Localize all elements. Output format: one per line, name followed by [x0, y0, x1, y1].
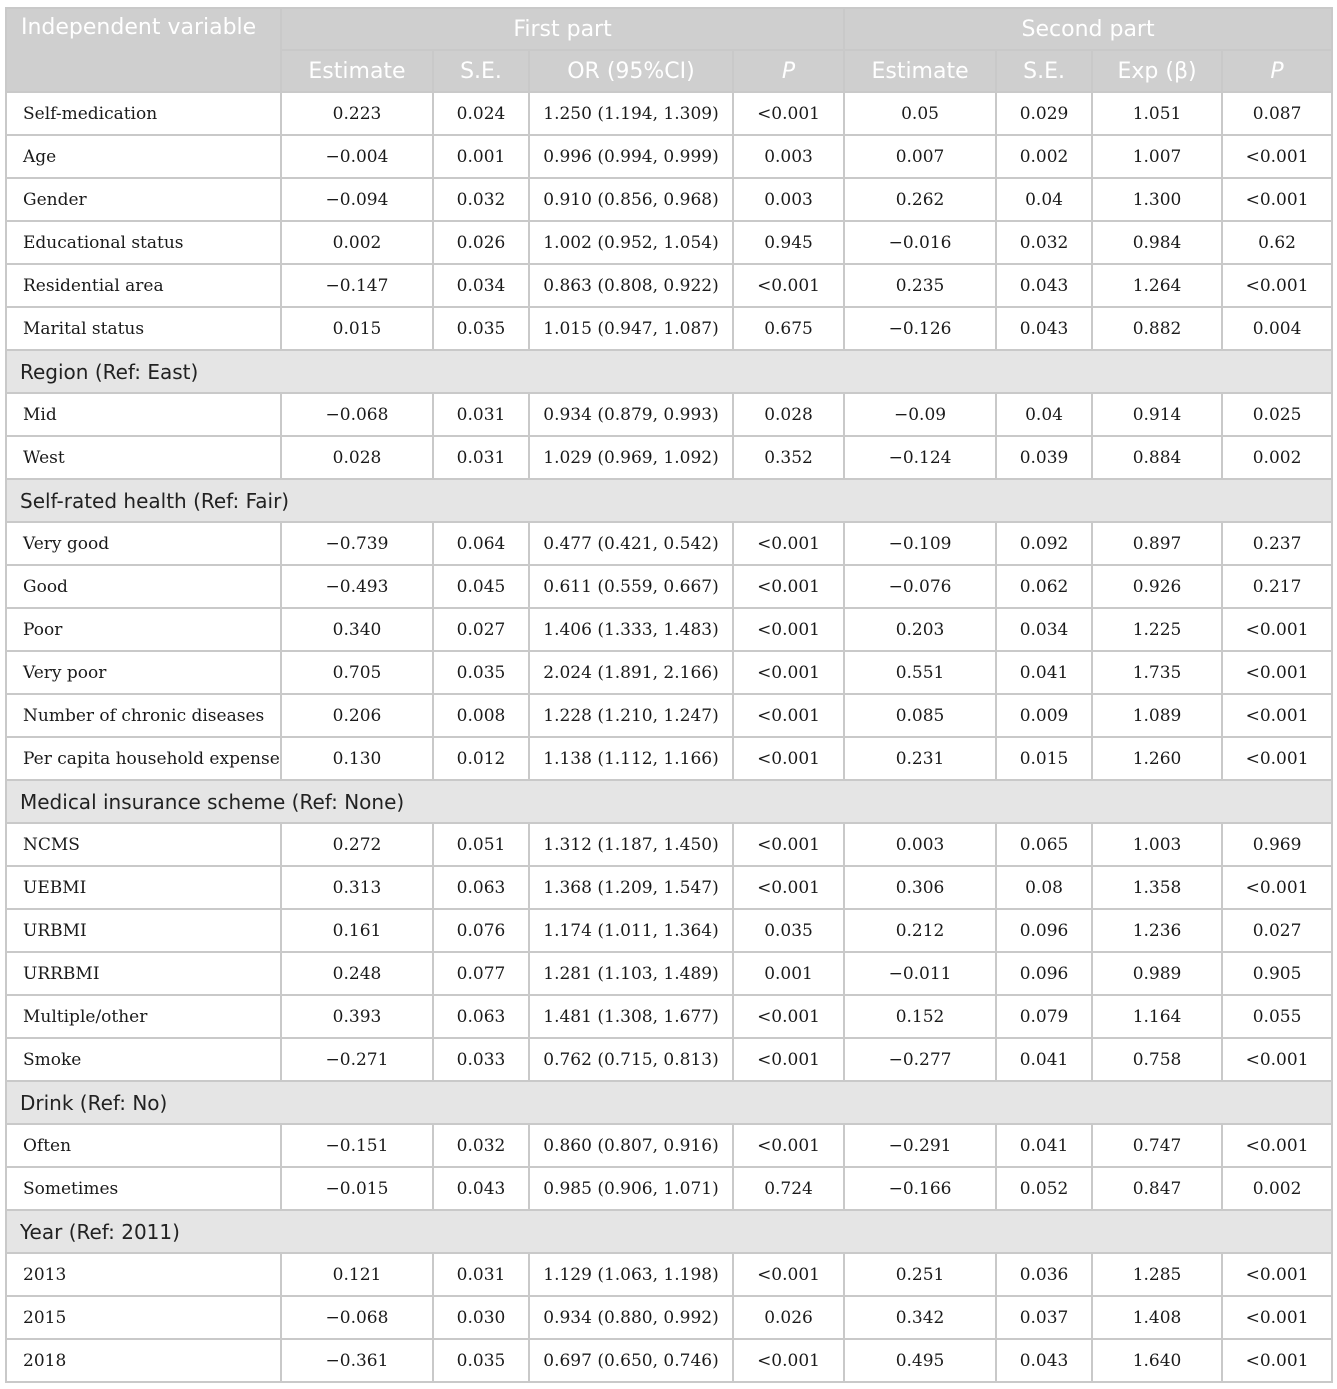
- cell-exp-beta: 1.089: [1092, 694, 1222, 737]
- cell-se-2: 0.041: [996, 1124, 1092, 1167]
- cell-p-1: <0.001: [733, 995, 844, 1038]
- cell-estimate-2: 0.306: [844, 866, 996, 909]
- cell-estimate-2: 0.551: [844, 651, 996, 694]
- table-row: [6, 264, 1332, 307]
- cell-or-ci: 1.312 (1.187, 1.450): [529, 823, 733, 866]
- cell-se-2: 0.079: [996, 995, 1092, 1038]
- cell-estimate-1: 0.393: [281, 995, 433, 1038]
- cell-estimate-2: −0.277: [844, 1038, 996, 1081]
- cell-p-2: 0.002: [1222, 436, 1332, 479]
- cell-p-2: 0.002: [1222, 1167, 1332, 1210]
- table-row: [6, 221, 1332, 264]
- cell-p-2: 0.025: [1222, 393, 1332, 436]
- cell-p-2: <0.001: [1222, 866, 1332, 909]
- cell-p-1: 0.001: [733, 952, 844, 995]
- cell-exp-beta: 0.897: [1092, 522, 1222, 565]
- cell-p-1: <0.001: [733, 694, 844, 737]
- cell-estimate-2: 0.262: [844, 178, 996, 221]
- table-row: [6, 92, 1332, 135]
- cell-p-2: 0.237: [1222, 522, 1332, 565]
- cell-exp-beta: 0.747: [1092, 1124, 1222, 1167]
- cell-se-1: 0.063: [433, 866, 529, 909]
- cell-se-1: 0.031: [433, 393, 529, 436]
- cell-estimate-2: −0.011: [844, 952, 996, 995]
- header-or-ci: OR (95%CI): [529, 50, 733, 92]
- cell-or-ci: 0.934 (0.879, 0.993): [529, 393, 733, 436]
- cell-or-ci: 0.996 (0.994, 0.999): [529, 135, 733, 178]
- cell-estimate-1: −0.493: [281, 565, 433, 608]
- cell-exp-beta: 1.164: [1092, 995, 1222, 1038]
- cell-se-1: 0.076: [433, 909, 529, 952]
- table-row: [6, 1296, 1332, 1339]
- cell-se-2: 0.032: [996, 221, 1092, 264]
- header-p-2: P: [1222, 50, 1332, 92]
- cell-se-2: 0.08: [996, 866, 1092, 909]
- cell-se-1: 0.030: [433, 1296, 529, 1339]
- section-label: Medical insurance scheme (Ref: None): [6, 780, 1332, 823]
- cell-exp-beta: 1.236: [1092, 909, 1222, 952]
- table-row: [6, 436, 1332, 479]
- table-row: [6, 307, 1332, 350]
- section-row: [6, 479, 1332, 522]
- cell-estimate-1: 0.121: [281, 1253, 433, 1296]
- row-label: West: [6, 436, 281, 479]
- cell-or-ci: 0.910 (0.856, 0.968): [529, 178, 733, 221]
- cell-se-1: 0.034: [433, 264, 529, 307]
- cell-p-1: 0.026: [733, 1296, 844, 1339]
- cell-se-1: 0.051: [433, 823, 529, 866]
- cell-estimate-1: 0.161: [281, 909, 433, 952]
- cell-or-ci: 2.024 (1.891, 2.166): [529, 651, 733, 694]
- cell-p-1: 0.003: [733, 178, 844, 221]
- cell-se-2: 0.039: [996, 436, 1092, 479]
- cell-exp-beta: 1.225: [1092, 608, 1222, 651]
- cell-p-1: <0.001: [733, 737, 844, 780]
- cell-exp-beta: 0.984: [1092, 221, 1222, 264]
- cell-se-1: 0.035: [433, 307, 529, 350]
- cell-estimate-1: −0.739: [281, 522, 433, 565]
- cell-estimate-1: −0.068: [281, 393, 433, 436]
- cell-exp-beta: 1.408: [1092, 1296, 1222, 1339]
- row-label: Mid: [6, 393, 281, 436]
- cell-p-1: <0.001: [733, 522, 844, 565]
- cell-exp-beta: 1.640: [1092, 1339, 1222, 1382]
- table-row: [6, 909, 1332, 952]
- cell-se-1: 0.032: [433, 1124, 529, 1167]
- cell-or-ci: 1.029 (0.969, 1.092): [529, 436, 733, 479]
- cell-estimate-2: 0.342: [844, 1296, 996, 1339]
- row-label: Marital status: [6, 307, 281, 350]
- section-label: Year (Ref: 2011): [6, 1210, 1332, 1253]
- section-row: [6, 1210, 1332, 1253]
- cell-estimate-1: 0.130: [281, 737, 433, 780]
- header-second-part: Second part: [844, 8, 1332, 50]
- cell-p-1: <0.001: [733, 1124, 844, 1167]
- cell-or-ci: 1.250 (1.194, 1.309): [529, 92, 733, 135]
- cell-p-2: 0.004: [1222, 307, 1332, 350]
- cell-exp-beta: 0.847: [1092, 1167, 1222, 1210]
- row-label: Often: [6, 1124, 281, 1167]
- cell-p-2: 0.055: [1222, 995, 1332, 1038]
- cell-p-1: 0.003: [733, 135, 844, 178]
- table-row: [6, 995, 1332, 1038]
- section-row: [6, 1081, 1332, 1124]
- row-label: UEBMI: [6, 866, 281, 909]
- header-estimate-2: Estimate: [844, 50, 996, 92]
- cell-p-1: 0.724: [733, 1167, 844, 1210]
- row-label: NCMS: [6, 823, 281, 866]
- cell-exp-beta: 0.882: [1092, 307, 1222, 350]
- cell-or-ci: 0.985 (0.906, 1.071): [529, 1167, 733, 1210]
- table-row: [6, 1124, 1332, 1167]
- cell-se-1: 0.012: [433, 737, 529, 780]
- header-first-part: First part: [281, 8, 844, 50]
- cell-or-ci: 0.697 (0.650, 0.746): [529, 1339, 733, 1382]
- cell-estimate-1: −0.094: [281, 178, 433, 221]
- cell-estimate-2: −0.016: [844, 221, 996, 264]
- cell-estimate-2: 0.152: [844, 995, 996, 1038]
- cell-se-2: 0.037: [996, 1296, 1092, 1339]
- cell-exp-beta: 1.358: [1092, 866, 1222, 909]
- cell-se-1: 0.008: [433, 694, 529, 737]
- cell-or-ci: 1.015 (0.947, 1.087): [529, 307, 733, 350]
- cell-se-2: 0.043: [996, 1339, 1092, 1382]
- cell-or-ci: 1.129 (1.063, 1.198): [529, 1253, 733, 1296]
- cell-p-2: 0.027: [1222, 909, 1332, 952]
- cell-exp-beta: 1.300: [1092, 178, 1222, 221]
- row-label: Age: [6, 135, 281, 178]
- cell-se-1: 0.077: [433, 952, 529, 995]
- cell-p-2: 0.087: [1222, 92, 1332, 135]
- cell-estimate-2: 0.003: [844, 823, 996, 866]
- cell-p-2: <0.001: [1222, 608, 1332, 651]
- cell-se-1: 0.035: [433, 1339, 529, 1382]
- cell-se-2: 0.029: [996, 92, 1092, 135]
- cell-or-ci: 0.611 (0.559, 0.667): [529, 565, 733, 608]
- cell-estimate-1: −0.151: [281, 1124, 433, 1167]
- cell-exp-beta: 1.285: [1092, 1253, 1222, 1296]
- row-label: Self-medication: [6, 92, 281, 135]
- table-row: [6, 952, 1332, 995]
- cell-or-ci: 1.368 (1.209, 1.547): [529, 866, 733, 909]
- cell-se-1: 0.064: [433, 522, 529, 565]
- row-label: Gender: [6, 178, 281, 221]
- cell-p-1: <0.001: [733, 866, 844, 909]
- cell-estimate-2: 0.235: [844, 264, 996, 307]
- table-row: [6, 522, 1332, 565]
- cell-p-2: 0.217: [1222, 565, 1332, 608]
- cell-p-2: <0.001: [1222, 1339, 1332, 1382]
- cell-se-2: 0.034: [996, 608, 1092, 651]
- cell-estimate-1: −0.068: [281, 1296, 433, 1339]
- cell-exp-beta: 1.735: [1092, 651, 1222, 694]
- section-label: Self-rated health (Ref: Fair): [6, 479, 1332, 522]
- cell-p-2: <0.001: [1222, 651, 1332, 694]
- cell-se-2: 0.04: [996, 393, 1092, 436]
- cell-se-1: 0.033: [433, 1038, 529, 1081]
- cell-se-1: 0.035: [433, 651, 529, 694]
- cell-estimate-1: 0.206: [281, 694, 433, 737]
- cell-exp-beta: 1.264: [1092, 264, 1222, 307]
- cell-p-1: <0.001: [733, 1038, 844, 1081]
- table-row: [6, 823, 1332, 866]
- cell-estimate-2: 0.007: [844, 135, 996, 178]
- cell-estimate-2: 0.212: [844, 909, 996, 952]
- table-row: [6, 608, 1332, 651]
- cell-se-2: 0.043: [996, 264, 1092, 307]
- table-row: [6, 737, 1332, 780]
- cell-se-1: 0.031: [433, 1253, 529, 1296]
- cell-exp-beta: 0.758: [1092, 1038, 1222, 1081]
- cell-se-2: 0.002: [996, 135, 1092, 178]
- cell-estimate-1: 0.248: [281, 952, 433, 995]
- cell-estimate-2: 0.231: [844, 737, 996, 780]
- section-row: [6, 780, 1332, 823]
- header-exp-beta: Exp (β): [1092, 50, 1222, 92]
- cell-exp-beta: 1.007: [1092, 135, 1222, 178]
- cell-exp-beta: 1.051: [1092, 92, 1222, 135]
- cell-p-1: <0.001: [733, 264, 844, 307]
- cell-or-ci: 1.228 (1.210, 1.247): [529, 694, 733, 737]
- cell-p-2: <0.001: [1222, 1253, 1332, 1296]
- row-label: URRBMI: [6, 952, 281, 995]
- cell-p-2: <0.001: [1222, 1296, 1332, 1339]
- cell-se-1: 0.026: [433, 221, 529, 264]
- cell-se-1: 0.063: [433, 995, 529, 1038]
- table-row: [6, 651, 1332, 694]
- cell-p-1: 0.035: [733, 909, 844, 952]
- cell-se-2: 0.04: [996, 178, 1092, 221]
- cell-p-2: 0.969: [1222, 823, 1332, 866]
- cell-estimate-1: −0.361: [281, 1339, 433, 1382]
- row-label: Multiple/other: [6, 995, 281, 1038]
- cell-estimate-1: 0.015: [281, 307, 433, 350]
- table-row: [6, 1339, 1332, 1382]
- cell-p-2: 0.905: [1222, 952, 1332, 995]
- cell-p-1: <0.001: [733, 565, 844, 608]
- cell-se-2: 0.092: [996, 522, 1092, 565]
- header-p-1: P: [733, 50, 844, 92]
- cell-p-1: <0.001: [733, 608, 844, 651]
- cell-exp-beta: 0.926: [1092, 565, 1222, 608]
- cell-or-ci: 1.481 (1.308, 1.677): [529, 995, 733, 1038]
- cell-p-1: <0.001: [733, 651, 844, 694]
- cell-estimate-2: 0.251: [844, 1253, 996, 1296]
- cell-estimate-1: −0.015: [281, 1167, 433, 1210]
- cell-p-1: 0.028: [733, 393, 844, 436]
- cell-p-2: <0.001: [1222, 264, 1332, 307]
- header-independent-variable: Independent variable: [6, 8, 281, 92]
- cell-exp-beta: 1.260: [1092, 737, 1222, 780]
- cell-p-1: <0.001: [733, 92, 844, 135]
- cell-se-2: 0.096: [996, 952, 1092, 995]
- cell-p-1: <0.001: [733, 1253, 844, 1296]
- table-row: [6, 178, 1332, 221]
- header-se-1: S.E.: [433, 50, 529, 92]
- cell-estimate-1: −0.147: [281, 264, 433, 307]
- cell-exp-beta: 1.003: [1092, 823, 1222, 866]
- cell-estimate-2: 0.05: [844, 92, 996, 135]
- row-label: Educational status: [6, 221, 281, 264]
- row-label: Poor: [6, 608, 281, 651]
- table-row: [6, 866, 1332, 909]
- table-row: [6, 694, 1332, 737]
- cell-p-2: <0.001: [1222, 694, 1332, 737]
- cell-estimate-2: −0.09: [844, 393, 996, 436]
- cell-se-2: 0.015: [996, 737, 1092, 780]
- row-label: Sometimes: [6, 1167, 281, 1210]
- row-label: Smoke: [6, 1038, 281, 1081]
- cell-se-1: 0.024: [433, 92, 529, 135]
- table-body: [6, 92, 1332, 1382]
- table-row: [6, 1253, 1332, 1296]
- cell-se-2: 0.096: [996, 909, 1092, 952]
- cell-p-1: <0.001: [733, 1339, 844, 1382]
- cell-se-2: 0.009: [996, 694, 1092, 737]
- cell-se-2: 0.041: [996, 651, 1092, 694]
- cell-p-1: 0.675: [733, 307, 844, 350]
- cell-or-ci: 0.860 (0.807, 0.916): [529, 1124, 733, 1167]
- cell-estimate-2: −0.076: [844, 565, 996, 608]
- cell-exp-beta: 0.989: [1092, 952, 1222, 995]
- cell-p-2: 0.62: [1222, 221, 1332, 264]
- cell-se-2: 0.062: [996, 565, 1092, 608]
- cell-exp-beta: 0.884: [1092, 436, 1222, 479]
- cell-se-2: 0.052: [996, 1167, 1092, 1210]
- cell-exp-beta: 0.914: [1092, 393, 1222, 436]
- row-label: 2018: [6, 1339, 281, 1382]
- section-row: [6, 350, 1332, 393]
- table-header: [6, 8, 1332, 92]
- cell-p-1: 0.352: [733, 436, 844, 479]
- cell-or-ci: 0.863 (0.808, 0.922): [529, 264, 733, 307]
- row-label: Good: [6, 565, 281, 608]
- regression-table: [5, 7, 1333, 1383]
- cell-or-ci: 1.002 (0.952, 1.054): [529, 221, 733, 264]
- cell-or-ci: 0.934 (0.880, 0.992): [529, 1296, 733, 1339]
- row-label: 2015: [6, 1296, 281, 1339]
- cell-se-1: 0.032: [433, 178, 529, 221]
- cell-se-2: 0.043: [996, 307, 1092, 350]
- cell-se-1: 0.045: [433, 565, 529, 608]
- cell-estimate-1: 0.272: [281, 823, 433, 866]
- cell-p-1: <0.001: [733, 823, 844, 866]
- cell-or-ci: 0.477 (0.421, 0.542): [529, 522, 733, 565]
- cell-se-1: 0.001: [433, 135, 529, 178]
- cell-estimate-1: 0.223: [281, 92, 433, 135]
- cell-estimate-2: 0.085: [844, 694, 996, 737]
- cell-se-1: 0.027: [433, 608, 529, 651]
- row-label: Per capita household expense: [6, 737, 281, 780]
- cell-estimate-1: −0.271: [281, 1038, 433, 1081]
- cell-se-2: 0.041: [996, 1038, 1092, 1081]
- cell-se-1: 0.043: [433, 1167, 529, 1210]
- cell-p-2: <0.001: [1222, 737, 1332, 780]
- table-row: [6, 1038, 1332, 1081]
- cell-estimate-2: 0.495: [844, 1339, 996, 1382]
- table-row: [6, 393, 1332, 436]
- cell-or-ci: 1.406 (1.333, 1.483): [529, 608, 733, 651]
- table-row: [6, 135, 1332, 178]
- cell-p-2: <0.001: [1222, 1038, 1332, 1081]
- cell-estimate-1: 0.313: [281, 866, 433, 909]
- cell-p-2: <0.001: [1222, 135, 1332, 178]
- cell-estimate-1: 0.340: [281, 608, 433, 651]
- cell-estimate-2: −0.126: [844, 307, 996, 350]
- row-label: Very good: [6, 522, 281, 565]
- cell-se-2: 0.036: [996, 1253, 1092, 1296]
- cell-estimate-1: −0.004: [281, 135, 433, 178]
- cell-se-2: 0.065: [996, 823, 1092, 866]
- cell-estimate-2: −0.291: [844, 1124, 996, 1167]
- cell-or-ci: 0.762 (0.715, 0.813): [529, 1038, 733, 1081]
- cell-or-ci: 1.138 (1.112, 1.166): [529, 737, 733, 780]
- row-label: Very poor: [6, 651, 281, 694]
- table-row: [6, 565, 1332, 608]
- cell-estimate-2: −0.124: [844, 436, 996, 479]
- cell-or-ci: 1.281 (1.103, 1.489): [529, 952, 733, 995]
- table-row: [6, 1167, 1332, 1210]
- row-label: Residential area: [6, 264, 281, 307]
- cell-or-ci: 1.174 (1.011, 1.364): [529, 909, 733, 952]
- cell-p-2: <0.001: [1222, 1124, 1332, 1167]
- cell-estimate-2: −0.166: [844, 1167, 996, 1210]
- cell-estimate-1: 0.028: [281, 436, 433, 479]
- header-estimate-1: Estimate: [281, 50, 433, 92]
- cell-estimate-2: −0.109: [844, 522, 996, 565]
- cell-estimate-1: 0.002: [281, 221, 433, 264]
- header-se-2: S.E.: [996, 50, 1092, 92]
- cell-p-2: <0.001: [1222, 178, 1332, 221]
- cell-estimate-1: 0.705: [281, 651, 433, 694]
- cell-estimate-2: 0.203: [844, 608, 996, 651]
- section-label: Region (Ref: East): [6, 350, 1332, 393]
- section-label: Drink (Ref: No): [6, 1081, 1332, 1124]
- row-label: Number of chronic diseases: [6, 694, 281, 737]
- row-label: 2013: [6, 1253, 281, 1296]
- cell-se-1: 0.031: [433, 436, 529, 479]
- cell-p-1: 0.945: [733, 221, 844, 264]
- row-label: URBMI: [6, 909, 281, 952]
